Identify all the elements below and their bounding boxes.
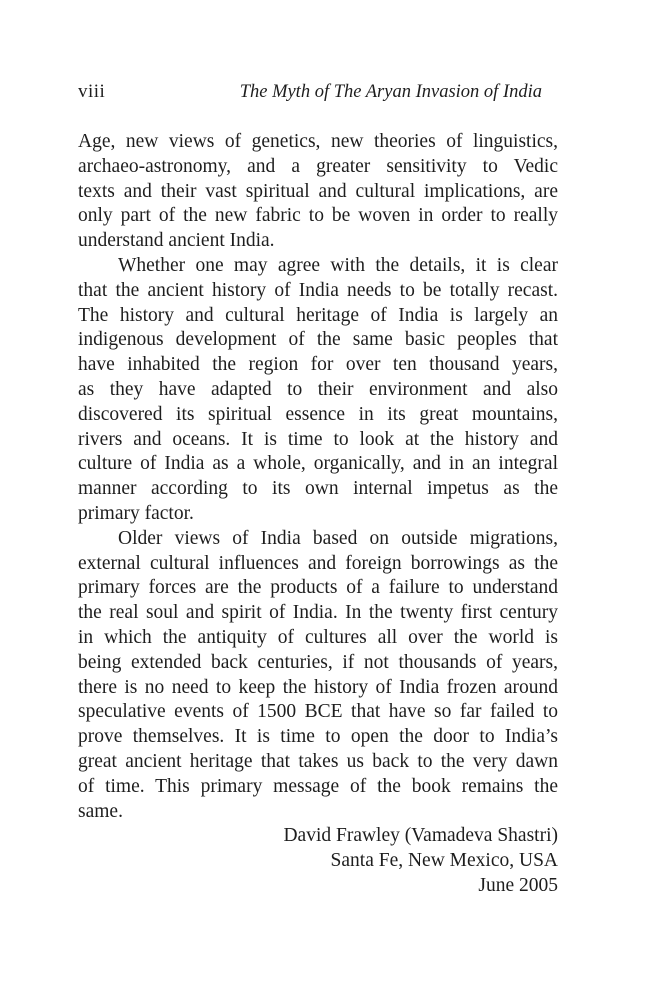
text-line: in which the antiquity of cultures all over the world is	[78, 626, 558, 648]
text-line: that the ancient history of India needs to be totally recast.	[78, 279, 558, 301]
text-line: discovered its spiritual essence in its great mountains,	[78, 403, 558, 425]
signature-line-date: June 2005	[478, 874, 558, 896]
text-line: texts and their vast spiritual and cultural implications, are	[78, 180, 558, 202]
text-line: of time. This primary message of the book remains the	[78, 775, 558, 797]
text-line: indigenous development of the same basic peoples that	[78, 329, 558, 351]
signature-block	[78, 824, 558, 898]
text-line: primary factor.	[78, 502, 194, 524]
text-line: the real soul and spirit of India. In the twenty first century	[78, 602, 558, 624]
running-title: The Myth of The Aryan Invasion of India	[239, 82, 542, 102]
text-line: speculative events of 1500 BCE that have so far failed to	[78, 701, 558, 723]
text-line: great ancient heritage that takes us back to the very dawn	[78, 750, 558, 772]
signature-line-place: Santa Fe, New Mexico, USA	[330, 850, 558, 872]
text-line: being extended back centuries, if not thousands of years,	[78, 651, 558, 673]
text-line: same.	[78, 800, 123, 822]
text-line: archaeo-astronomy, and a greater sensitivity to Vedic	[78, 155, 558, 177]
text-line: understand ancient India.	[78, 230, 275, 252]
text-line: Older views of India based on outside migrations,	[118, 527, 558, 549]
text-line: manner according to its own internal impetus as the	[78, 478, 558, 500]
text-line: primary forces are the products of a failure to understand	[78, 577, 558, 599]
page-number: viii	[78, 81, 106, 102]
body-text	[78, 130, 558, 899]
text-line: Age, new views of genetics, new theories of linguistics,	[78, 131, 558, 152]
text-line: culture of India as a whole, organically, and in an integral	[78, 453, 558, 475]
text-line: have inhabited the region for over ten thousand years,	[78, 354, 558, 376]
text-line: Whether one may agree with the details, it is clear	[118, 254, 558, 276]
signature-line-author: David Frawley (Vamadeva Shastri)	[283, 825, 558, 847]
text-line: there is no need to keep the history of India frozen around	[78, 676, 558, 698]
text-line: The history and cultural heritage of India is largely an	[78, 304, 558, 326]
page-header	[78, 80, 558, 104]
text-line: as they have adapted to their environment and also	[78, 378, 558, 400]
text-line: external cultural influences and foreign borrowings as the	[78, 552, 558, 574]
text-line: prove themselves. It is time to open the door to India’s	[78, 726, 558, 748]
text-line: rivers and oceans. It is time to look at the history and	[78, 428, 558, 450]
text-line: only part of the new fabric to be woven in order to really	[78, 205, 558, 227]
